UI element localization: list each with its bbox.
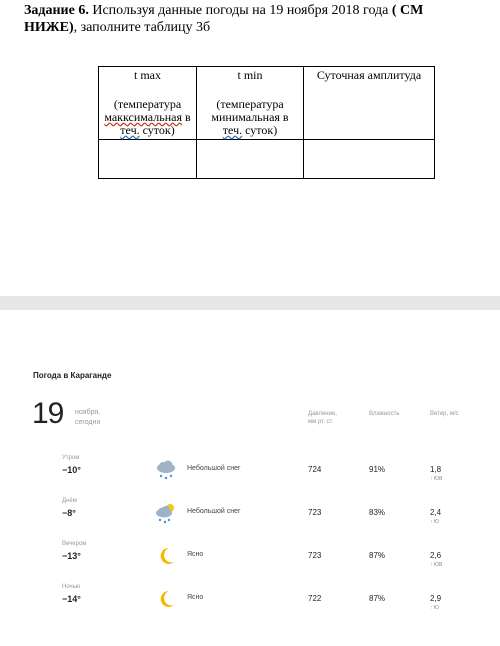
answer-table [98, 66, 435, 179]
cloud-snow-icon [154, 459, 178, 481]
wind-value: 2,6 [430, 551, 442, 560]
task-label: Задание 6. [24, 3, 89, 18]
header-amplitude: Суточная амплитуда [304, 67, 435, 140]
period-label: Вечером [62, 541, 87, 547]
period-label: Ночью [62, 584, 81, 590]
header-tmax: t max (температура макксимальная в теч. суток) [99, 67, 197, 140]
pressure-value: 724 [308, 465, 322, 474]
moon-icon [154, 588, 178, 610]
column-wind: Ветер, м/с [430, 411, 459, 417]
weather-widget [0, 310, 500, 646]
forecast-row-evening [0, 541, 500, 579]
period-label: Днём [62, 498, 77, 504]
period-label: Утром [62, 455, 80, 461]
column-pressure: Давление, мм рт. ст. [308, 411, 337, 425]
wind-direction: ↑ ЮВ [430, 562, 443, 568]
section-divider [0, 296, 500, 310]
condition: Ясно [187, 594, 204, 601]
temperature: −13° [62, 551, 81, 561]
pressure-value: 723 [308, 551, 322, 560]
wind-direction: ↑ ЮВ [430, 476, 443, 482]
moon-icon [154, 545, 178, 567]
weather-day: 19 [32, 397, 64, 430]
humidity-value: 91% [369, 465, 386, 474]
header-tmin: t min (температура минимальная в теч. суток) [197, 67, 304, 140]
condition: Ясно [187, 551, 204, 558]
answer-cell-tmin[interactable] [197, 140, 304, 179]
condition: Небольшой снег [187, 465, 241, 472]
answer-cell-tmax[interactable] [99, 140, 197, 179]
task-reference: ( СМ НИЖЕ) [24, 3, 424, 35]
wind-direction: ↑ Ю [430, 519, 439, 525]
wind-value: 2,4 [430, 508, 442, 517]
humidity-value: 83% [369, 508, 386, 517]
answer-cell-amplitude[interactable] [304, 140, 435, 179]
pressure-value: 722 [308, 594, 322, 603]
task-text [24, 2, 476, 36]
humidity-value: 87% [369, 594, 386, 603]
column-humidity: Влажность [369, 411, 400, 417]
wind-direction: ↑ Ю [430, 605, 439, 611]
temperature: −8° [62, 508, 76, 518]
weather-title: Погода в Караганде [33, 371, 112, 380]
forecast-row-morning [0, 455, 500, 493]
task-instruction-end: , заполните таблицу 3б [73, 20, 211, 35]
wind-value: 1,8 [430, 465, 442, 474]
forecast-row-day [0, 498, 500, 536]
humidity-value: 87% [369, 551, 386, 560]
forecast-row-night [0, 584, 500, 622]
pressure-value: 723 [308, 508, 322, 517]
temperature: −14° [62, 594, 81, 604]
task-instruction: Используя данные погоды на 19 ноября 2018 года [92, 3, 389, 18]
sun-cloud-snow-icon [154, 502, 178, 524]
wind-value: 2,9 [430, 594, 442, 603]
condition: Небольшой снег [187, 508, 241, 515]
weather-date: ноября, сегодня [75, 409, 101, 426]
temperature: −10° [62, 465, 81, 475]
